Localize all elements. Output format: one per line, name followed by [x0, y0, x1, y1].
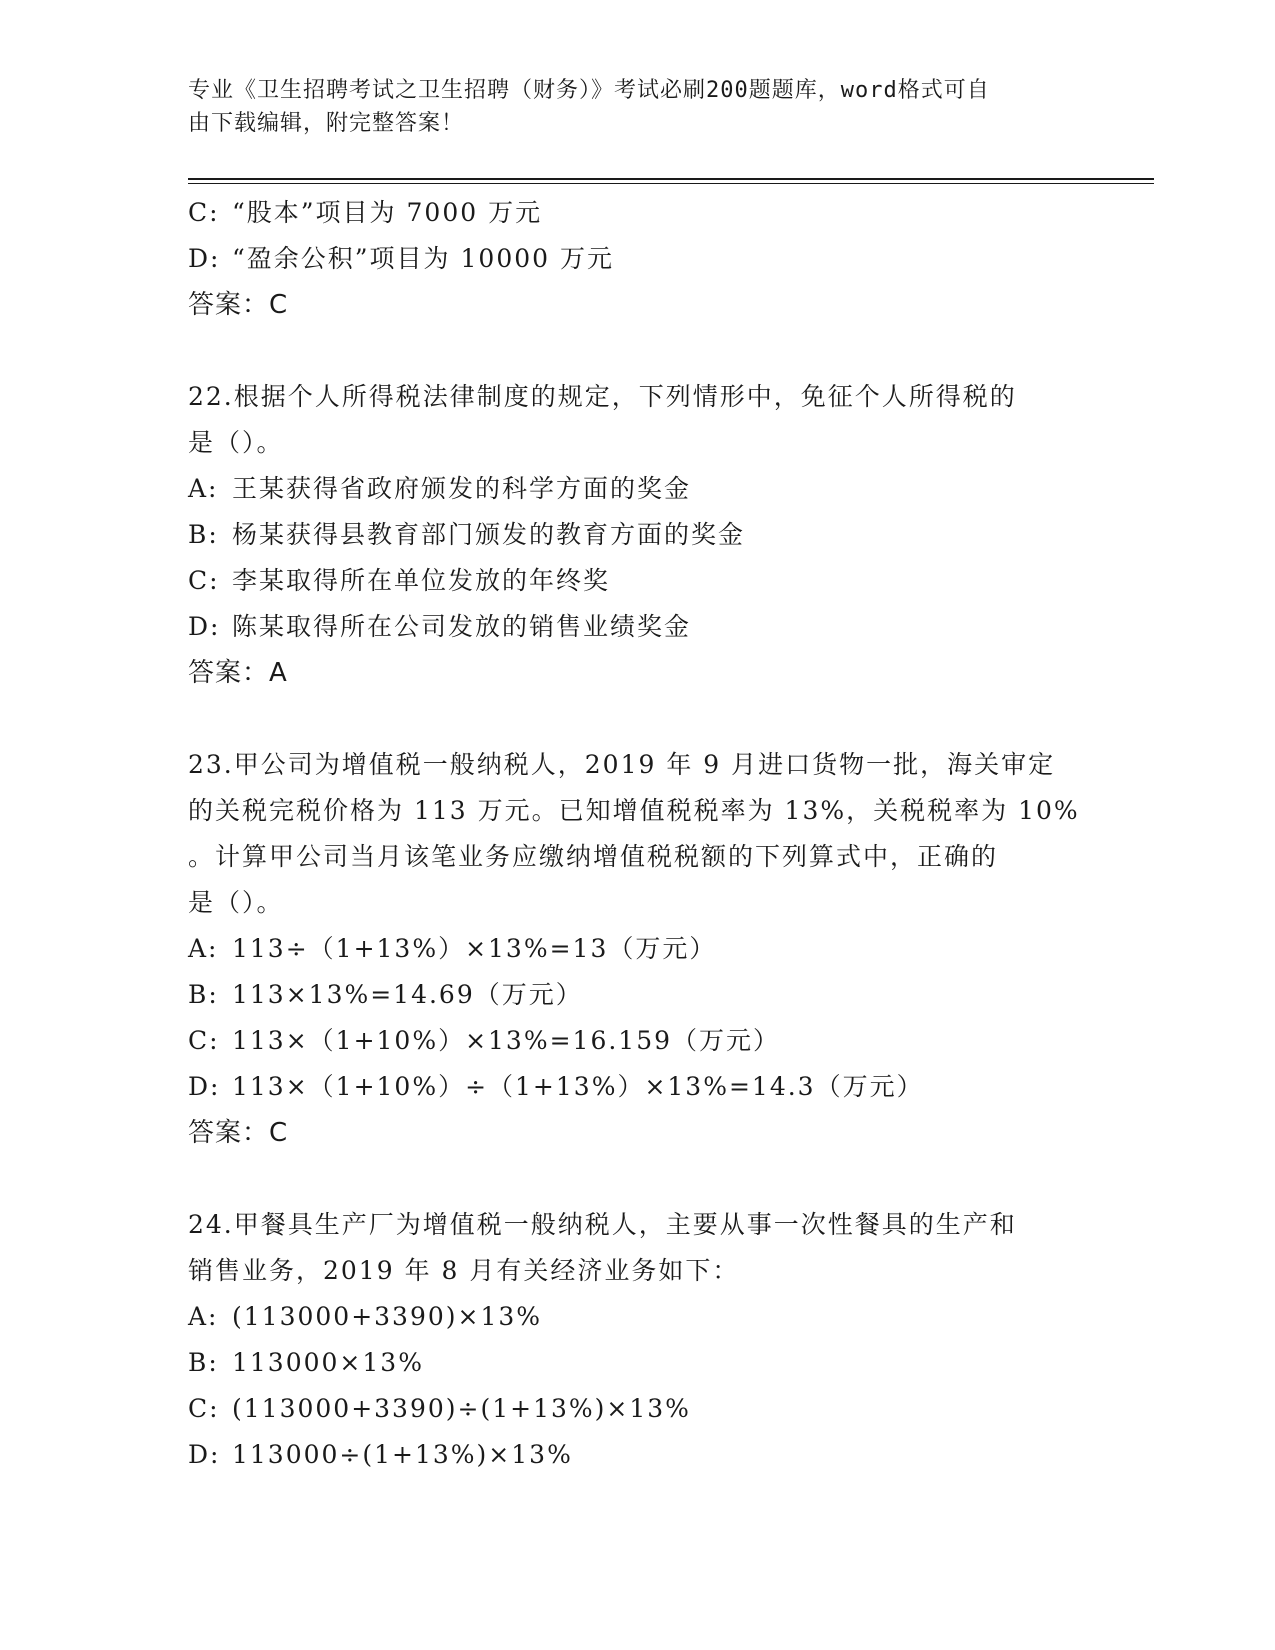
q23-option-b: [188, 972, 1088, 1018]
q24-option-a: [188, 1294, 1088, 1340]
header-divider-thin: [188, 183, 1154, 184]
q22-option-d: [188, 604, 1088, 650]
option-text: “股本”项目为 7000 万元: [232, 198, 543, 227]
option-label: A:: [188, 474, 219, 503]
page-header: [188, 74, 1068, 140]
question-spacer: [188, 328, 1088, 374]
question-spacer: [188, 1156, 1088, 1202]
option-text: 113÷（1+13%）×13%=13（万元）: [232, 934, 717, 963]
q23-stem-line-4: 是（）。: [188, 888, 284, 917]
option-text: 王某获得省政府颁发的科学方面的奖金: [232, 474, 692, 503]
option-label: D:: [188, 1072, 221, 1101]
option-label: B:: [188, 1348, 219, 1377]
q24-stem-line-1: 24.甲餐具生产厂为增值税一般纳税人，主要从事一次性餐具的生产和: [188, 1210, 1017, 1239]
option-text: “盈余公积”项目为 10000 万元: [232, 244, 614, 273]
q23-stem-line-1: 23.甲公司为增值税一般纳税人，2019 年 9 月进口货物一批，海关审定: [188, 750, 1056, 779]
q24-option-d: [188, 1432, 1088, 1478]
option-text: 113×（1+10%）×13%=16.159（万元）: [232, 1026, 781, 1055]
q24-option-b: [188, 1340, 1088, 1386]
header-line-1: 专业《卫生招聘考试之卫生招聘（财务）》考试必刷200题题库，word格式可自: [188, 78, 990, 103]
q22-stem-line-2: 是（）。: [188, 428, 284, 457]
question-spacer: [188, 696, 1088, 742]
option-text: (113000+3390)×13%: [232, 1302, 543, 1331]
option-label: C:: [188, 198, 220, 227]
q23-option-c: [188, 1018, 1088, 1064]
q22-option-a: [188, 466, 1088, 512]
header-line-2: 由下载编辑，附完整答案！: [188, 111, 465, 136]
q21-option-d: [188, 236, 1088, 282]
option-text: 陈某取得所在公司发放的销售业绩奖金: [232, 612, 692, 641]
q23-option-a: [188, 926, 1088, 972]
option-label: A:: [188, 934, 219, 963]
option-label: C:: [188, 1394, 220, 1423]
option-label: D:: [188, 1440, 221, 1469]
option-text: 113×（1+10%）÷（1+13%）×13%=14.3（万元）: [232, 1072, 924, 1101]
option-label: B:: [188, 980, 219, 1009]
question-content: [188, 190, 1088, 1478]
option-label: B:: [188, 520, 219, 549]
q23-stem-line-3: 。计算甲公司当月该笔业务应缴纳增值税税额的下列算式中，正确的: [188, 842, 999, 871]
q23-option-d: [188, 1064, 1088, 1110]
option-label: A:: [188, 1302, 219, 1331]
q22-stem-line-1: 22.根据个人所得税法律制度的规定，下列情形中，免征个人所得税的: [188, 382, 1017, 411]
option-text: (113000+3390)÷(1+13%)×13%: [232, 1394, 691, 1423]
q22-option-b: [188, 512, 1088, 558]
q24-option-c: [188, 1386, 1088, 1432]
option-text: 杨某获得县教育部门颁发的教育方面的奖金: [232, 520, 746, 549]
option-text: 113000×13%: [232, 1348, 424, 1377]
option-text: 113000÷(1+13%)×13%: [232, 1440, 573, 1469]
option-text: 113×13%=14.69（万元）: [232, 980, 583, 1009]
q23-answer: 答案：C: [188, 1118, 289, 1148]
q23-stem-line-2: 的关税完税价格为 113 万元。已知增值税税率为 13%，关税税率为 10%: [188, 796, 1080, 825]
q22-answer: 答案：A: [188, 658, 288, 688]
option-label: C:: [188, 566, 220, 595]
q21-answer: 答案：C: [188, 290, 289, 320]
header-divider-thick: [188, 178, 1154, 180]
q24-stem-line-2: 销售业务，2019 年 8 月有关经济业务如下：: [188, 1256, 740, 1285]
option-label: D:: [188, 244, 221, 273]
q21-option-c: [188, 190, 1088, 236]
option-label: D:: [188, 612, 221, 641]
option-text: 李某取得所在单位发放的年终奖: [232, 566, 611, 595]
option-label: C:: [188, 1026, 220, 1055]
q22-option-c: [188, 558, 1088, 604]
